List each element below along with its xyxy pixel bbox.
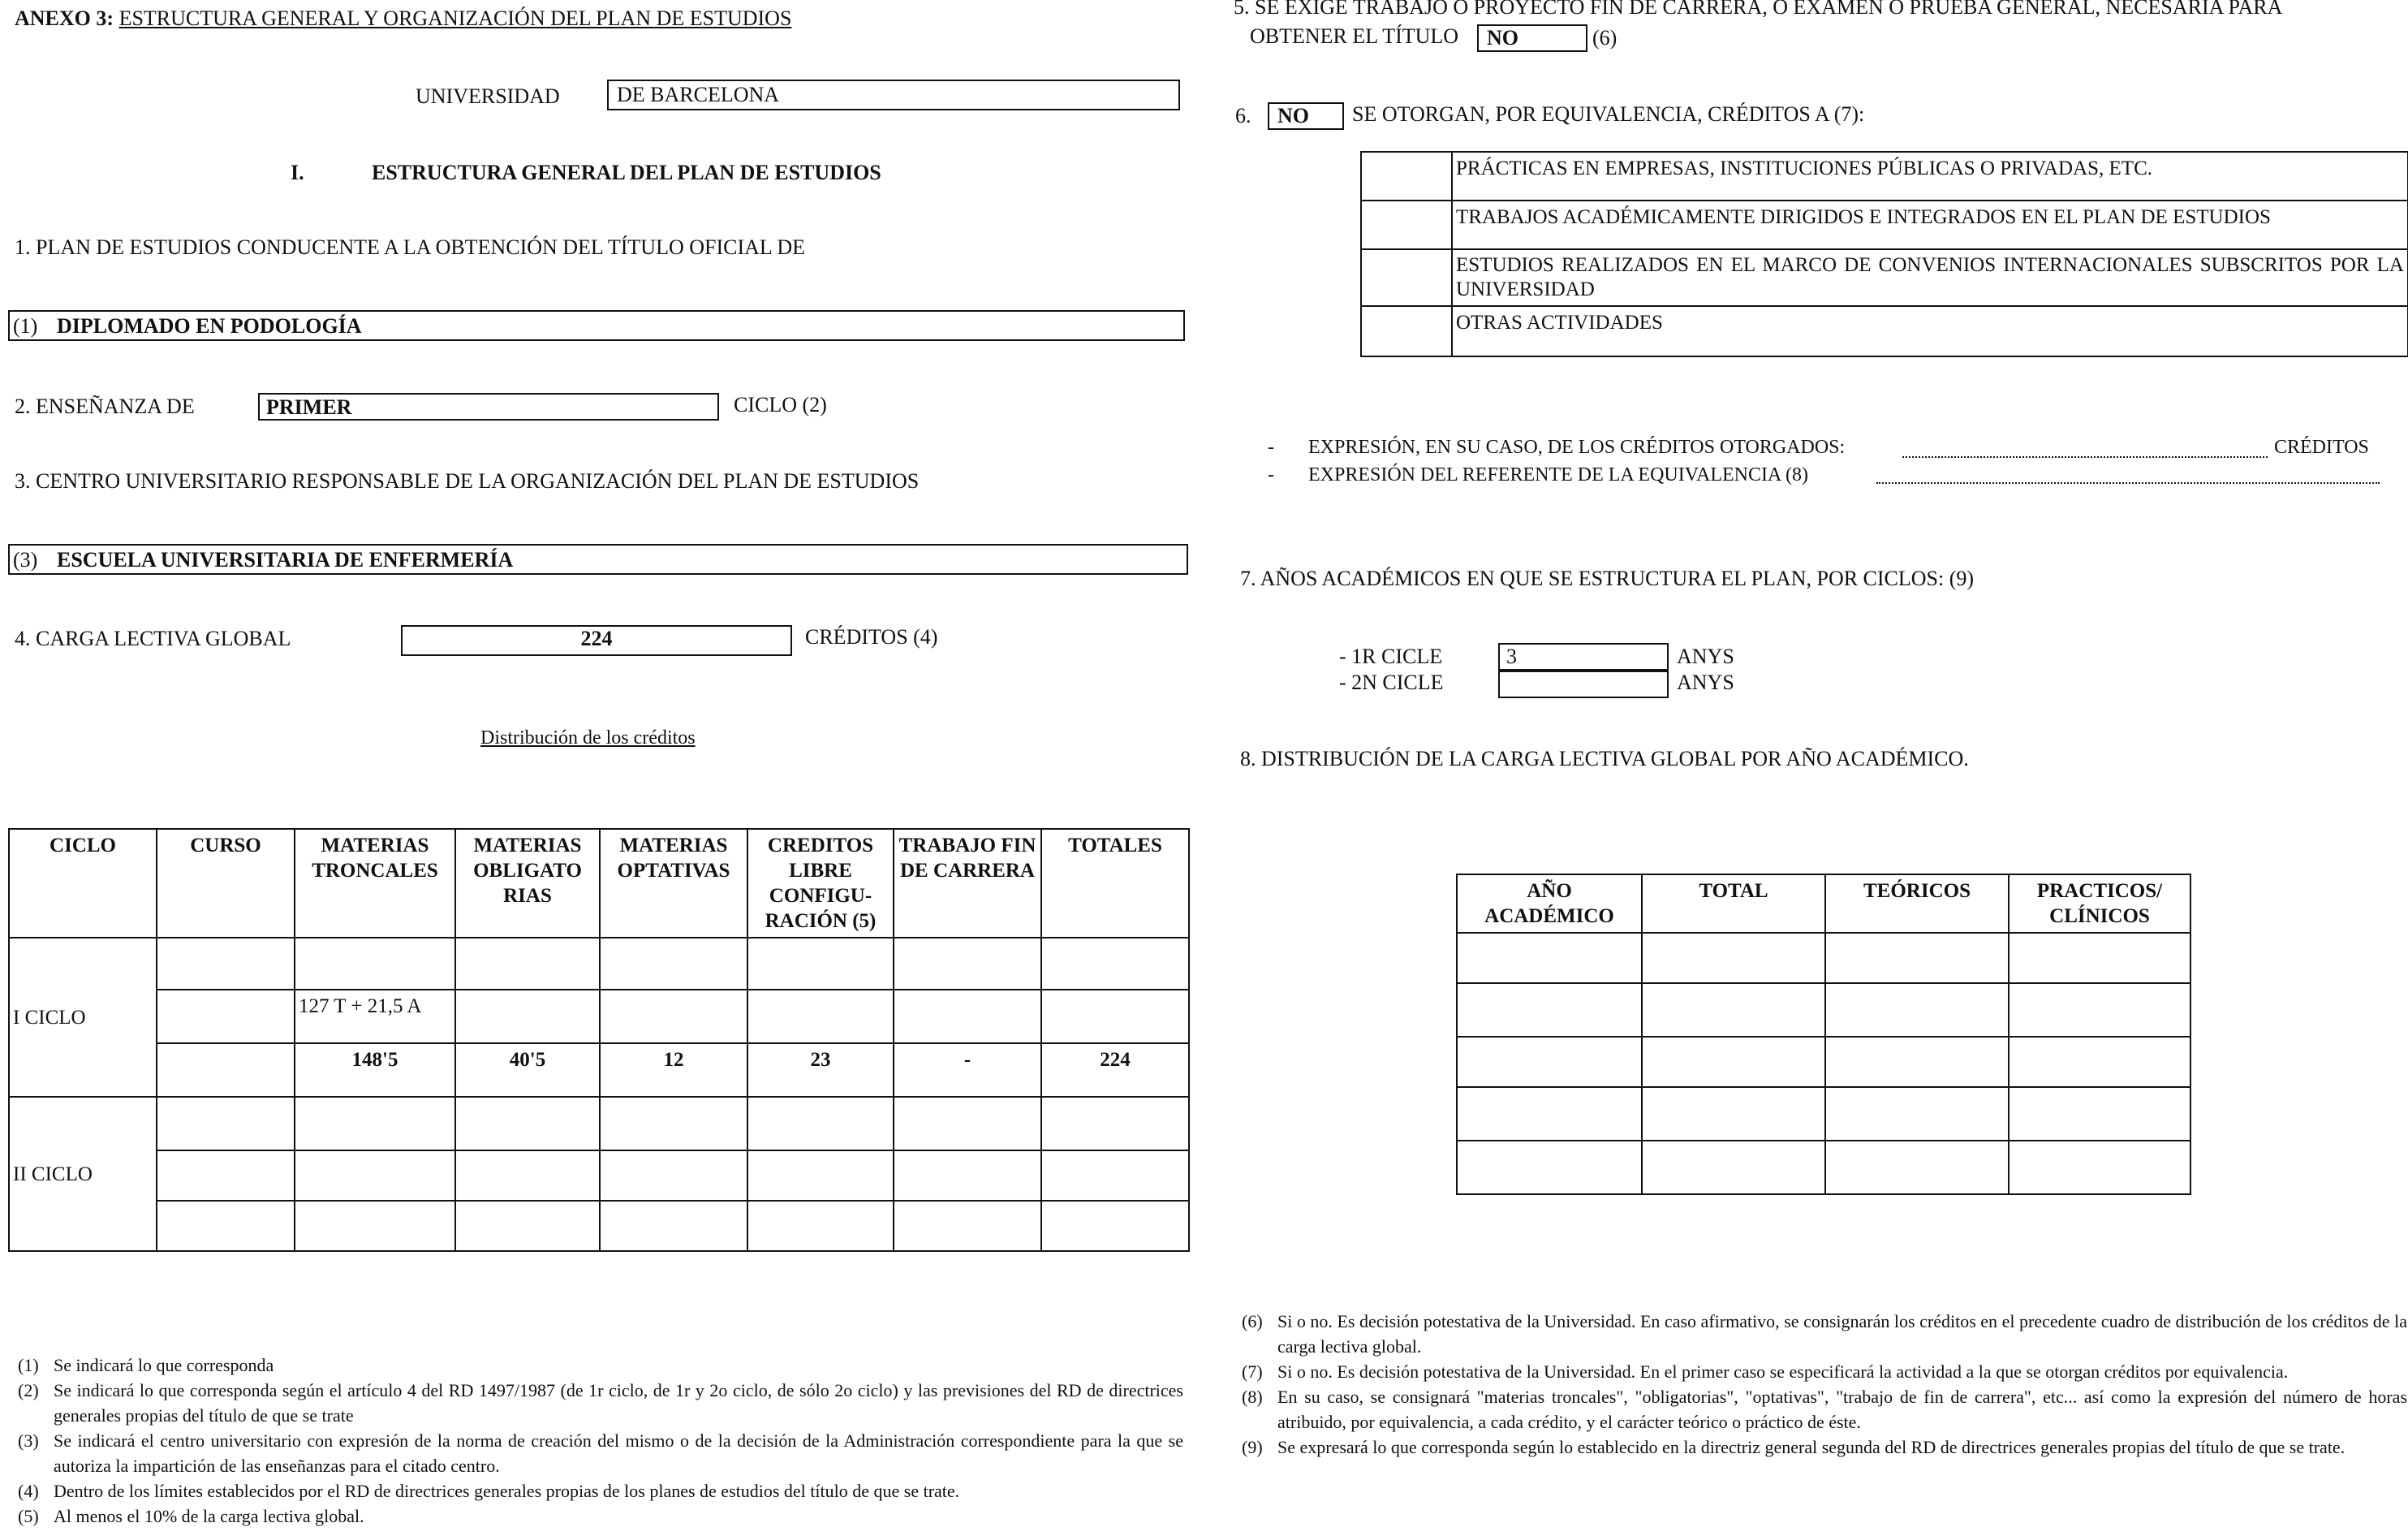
table-row	[1361, 201, 2408, 249]
footnote-text: Se indicará lo que corresponda según el artículo 4 del RD 1497/1987 (de 1r ciclo, de 1r y 2o ciclo, de sólo 2o ciclo) y las previsiones del RD de directrices generales propias del título de que se trate	[54, 1380, 1183, 1426]
footnote-text: Al menos el 10% de la carga lectiva global.	[54, 1506, 364, 1526]
item2-value: PRIMER	[266, 395, 352, 419]
footnote	[1242, 1384, 2407, 1435]
col-header: PRACTICOS/ CLÍNICOS	[2009, 874, 2190, 933]
totals-totales: 224	[1041, 1043, 1189, 1097]
item6-label: 6.	[1235, 104, 1251, 127]
table-row	[9, 938, 1189, 990]
table-row-totals	[9, 1043, 1189, 1097]
item6-field	[1268, 102, 1344, 130]
item4-value: 224	[580, 627, 613, 650]
item4-label: 4. CARGA LECTIVA GLOBAL	[15, 627, 291, 650]
totals-trabajo: -	[894, 1043, 1041, 1097]
option-label: OTRAS ACTIVIDADES	[1452, 306, 2408, 356]
item6-value: NO	[1277, 104, 1309, 127]
table-row	[1457, 1037, 2190, 1087]
item8-label: 8. DISTRIBUCIÓN DE LA CARGA LECTIVA GLOBAL POR AÑO ACADÉMICO.	[1240, 747, 1969, 770]
cycle1-note: 127 T + 21,5 A	[295, 990, 455, 1043]
cycle1-years-value: 3	[1506, 645, 1517, 668]
expr2-label: EXPRESIÓN DEL REFERENTE DE LA EQUIVALENCIA (8)	[1308, 464, 1808, 485]
footnote-num: (2)	[18, 1380, 39, 1400]
checkbox-cell[interactable]	[1361, 152, 1452, 201]
footnote-text: Se indicará lo que corresponda	[54, 1355, 274, 1375]
table-header-row	[1457, 874, 2190, 933]
item5-suffix: (6)	[1592, 26, 1618, 50]
annual-load-table	[1456, 874, 2191, 1195]
expr2-dash: -	[1268, 464, 1274, 485]
option-label: PRÁCTICAS EN EMPRESAS, INSTITUCIONES PÚBLICAS O PRIVADAS, ETC.	[1452, 152, 2408, 201]
footnote-text: Si o no. Es decisión potestativa de la Universidad. En caso afirmativo, se consignarán los créditos en el precedente cuadro de distribución de los créditos de la carga lectiva global.	[1277, 1311, 2407, 1357]
cycle2-years-unit: ANYS	[1677, 671, 1734, 694]
item5-field	[1477, 24, 1587, 52]
footnote	[18, 1353, 1183, 1378]
expr2-dotline	[1876, 482, 2380, 484]
footnote-num: (1)	[18, 1355, 39, 1375]
table-row	[1457, 1141, 2190, 1194]
item5-label: 5. SE EXIGE TRABAJO O PROYECTO FIN DE CARRERA, O EXAMEN O PRUEBA GENERAL, NECESARIA PARA	[1234, 0, 2283, 19]
item3-value: ESCUELA UNIVERSITARIA DE ENFERMERÍA	[57, 548, 514, 572]
section-number: I.	[291, 161, 304, 184]
item2-field	[258, 393, 719, 421]
col-header: TRABAJO FIN DE CARRERA	[894, 829, 1041, 938]
col-header: TOTALES	[1041, 829, 1189, 938]
col-header: TOTAL	[1642, 874, 1825, 933]
table-row	[1361, 152, 2408, 201]
table-row	[1457, 983, 2190, 1037]
col-header: MATERIAS OPTATIVAS	[600, 829, 747, 938]
footnote-text: Se expresará lo que corresponda según lo establecido en la directriz general segunda del RD de directrices generales propias del título de que se trate.	[1277, 1437, 2346, 1457]
university-field	[607, 80, 1180, 110]
checkbox-cell[interactable]	[1361, 306, 1452, 356]
footnote	[1242, 1359, 2407, 1384]
expr1-dash: -	[1268, 437, 1274, 458]
footnote	[1242, 1309, 2407, 1359]
footnotes-left	[18, 1353, 1183, 1529]
footnote-num: (4)	[18, 1481, 39, 1501]
cycle2-label: II CICLO	[9, 1097, 157, 1251]
footnote	[1242, 1435, 2407, 1460]
annex-label: ANEXO 3:	[15, 6, 114, 30]
footnote-num: (8)	[1242, 1387, 1263, 1407]
item6-text: SE OTORGAN, POR EQUIVALENCIA, CRÉDITOS A (7):	[1352, 102, 1865, 126]
expr1-label: EXPRESIÓN, EN SU CASO, DE LOS CRÉDITOS OTORGADOS:	[1308, 437, 1846, 458]
footnote	[18, 1378, 1183, 1428]
cycle1-years-field	[1498, 643, 1669, 671]
item4-suffix: CRÉDITOS (4)	[805, 625, 938, 649]
table-row	[1361, 306, 2408, 356]
item3-label: 3. CENTRO UNIVERSITARIO RESPONSABLE DE LA ORGANIZACIÓN DEL PLAN DE ESTUDIOS	[15, 469, 920, 493]
footnote-num: (7)	[1242, 1361, 1263, 1382]
item3-marker: (3)	[13, 548, 38, 572]
annex-title: ESTRUCTURA GENERAL Y ORGANIZACIÓN DEL PLAN DE ESTUDIOS	[118, 6, 792, 30]
totals-troncales: 148'5	[295, 1043, 455, 1097]
footnotes-right	[1242, 1309, 2407, 1460]
item2-suffix: CICLO (2)	[734, 393, 827, 416]
item7-label: 7. AÑOS ACADÉMICOS EN QUE SE ESTRUCTURA EL PLAN, POR CICLOS: (9)	[1240, 567, 1975, 590]
table-row	[1457, 1087, 2190, 1141]
university-value: DE BARCELONA	[617, 83, 780, 106]
totals-optativas: 12	[600, 1043, 747, 1097]
footnote-text: En su caso, se consignará "materias troncales", "obligatorias", "optativas", "trabajo de fin de carrera", etc... así como la expresión del número de horas atribuido, por equivalencia, a cada crédito, y el carácter teórico o práctico de éste.	[1277, 1387, 2407, 1432]
totals-libre: 23	[747, 1043, 894, 1097]
footnote-text: Se indicará el centro universitario con expresión de la norma de creación del mismo o de la decisión de la Administración correspondiente para la que se autoriza la impartición de las enseñanzas para el citado centro.	[54, 1430, 1183, 1476]
footnote-num: (9)	[1242, 1437, 1263, 1457]
footnote-text: Dentro de los límites establecidos por el RD de directrices generales propias de los planes de estudios del título de que se trate.	[54, 1481, 960, 1501]
col-header: MATERIAS OBLIGATO RIAS	[455, 829, 600, 938]
section-title: ESTRUCTURA GENERAL DEL PLAN DE ESTUDIOS	[372, 161, 881, 184]
table-row	[1457, 933, 2190, 983]
table-row	[9, 990, 1189, 1043]
equivalence-options-table	[1360, 151, 2408, 357]
item4-field	[401, 625, 792, 656]
option-label: ESTUDIOS REALIZADOS EN EL MARCO DE CONVENIOS INTERNACIONALES SUBSCRITOS POR LA UNIVERSIDAD	[1452, 249, 2408, 306]
option-label: TRABAJOS ACADÉMICAMENTE DIRIGIDOS E INTEGRADOS EN EL PLAN DE ESTUDIOS	[1452, 201, 2408, 249]
university-label: UNIVERSIDAD	[416, 84, 560, 108]
annex-heading	[15, 6, 791, 31]
distribution-title: Distribución de los créditos	[480, 727, 696, 749]
item5-value: NO	[1487, 26, 1518, 50]
table-row	[1361, 249, 2408, 306]
table-header-row	[9, 829, 1189, 938]
item1-value: DIPLOMADO EN PODOLOGÍA	[57, 314, 362, 338]
cycle1-label: I CICLO	[9, 938, 157, 1097]
footnote-num: (3)	[18, 1430, 39, 1451]
item5-label2: OBTENER EL TÍTULO	[1250, 24, 1459, 48]
item1-marker: (1)	[13, 314, 38, 338]
totals-obligatorias: 40'5	[455, 1043, 600, 1097]
checkbox-cell[interactable]	[1361, 249, 1452, 306]
col-header: TEÓRICOS	[1825, 874, 2009, 933]
checkbox-cell[interactable]	[1361, 201, 1452, 249]
footnote	[18, 1478, 1183, 1504]
expr1-suffix: CRÉDITOS	[2274, 437, 2369, 458]
cycle2-years-field	[1498, 671, 1669, 698]
cycle2-years-label: - 2N CICLE	[1339, 671, 1444, 694]
table-row	[9, 1097, 1189, 1150]
item3-field	[8, 544, 1188, 575]
col-header: CURSO	[157, 829, 295, 938]
col-header: MATERIAS TRONCALES	[295, 829, 455, 938]
cycle1-years-unit: ANYS	[1677, 645, 1734, 668]
footnote-text: Si o no. Es decisión potestativa de la Universidad. En el primer caso se especificará la actividad a la que se otorgan créditos por equivalencia.	[1277, 1361, 2289, 1382]
cycle1-years-label: - 1R CICLE	[1339, 645, 1443, 668]
table-row	[9, 1201, 1189, 1251]
col-header: AÑO ACADÉMICO	[1457, 874, 1642, 933]
col-header: CICLO	[9, 829, 157, 938]
footnote-num: (5)	[18, 1506, 39, 1526]
col-header: CREDITOS LIBRE CONFIGU-RACIÓN (5)	[747, 829, 894, 938]
item1-label: 1. PLAN DE ESTUDIOS CONDUCENTE A LA OBTENCIÓN DEL TÍTULO OFICIAL DE	[15, 235, 805, 259]
credits-distribution-table	[8, 828, 1190, 1252]
footnote-num: (6)	[1242, 1311, 1263, 1331]
expr1-dotline	[1902, 456, 2268, 458]
table-row	[9, 1150, 1189, 1201]
item1-field	[8, 310, 1185, 341]
footnote	[18, 1428, 1183, 1478]
item2-label: 2. ENSEÑANZA DE	[15, 395, 195, 418]
footnote	[18, 1504, 1183, 1529]
